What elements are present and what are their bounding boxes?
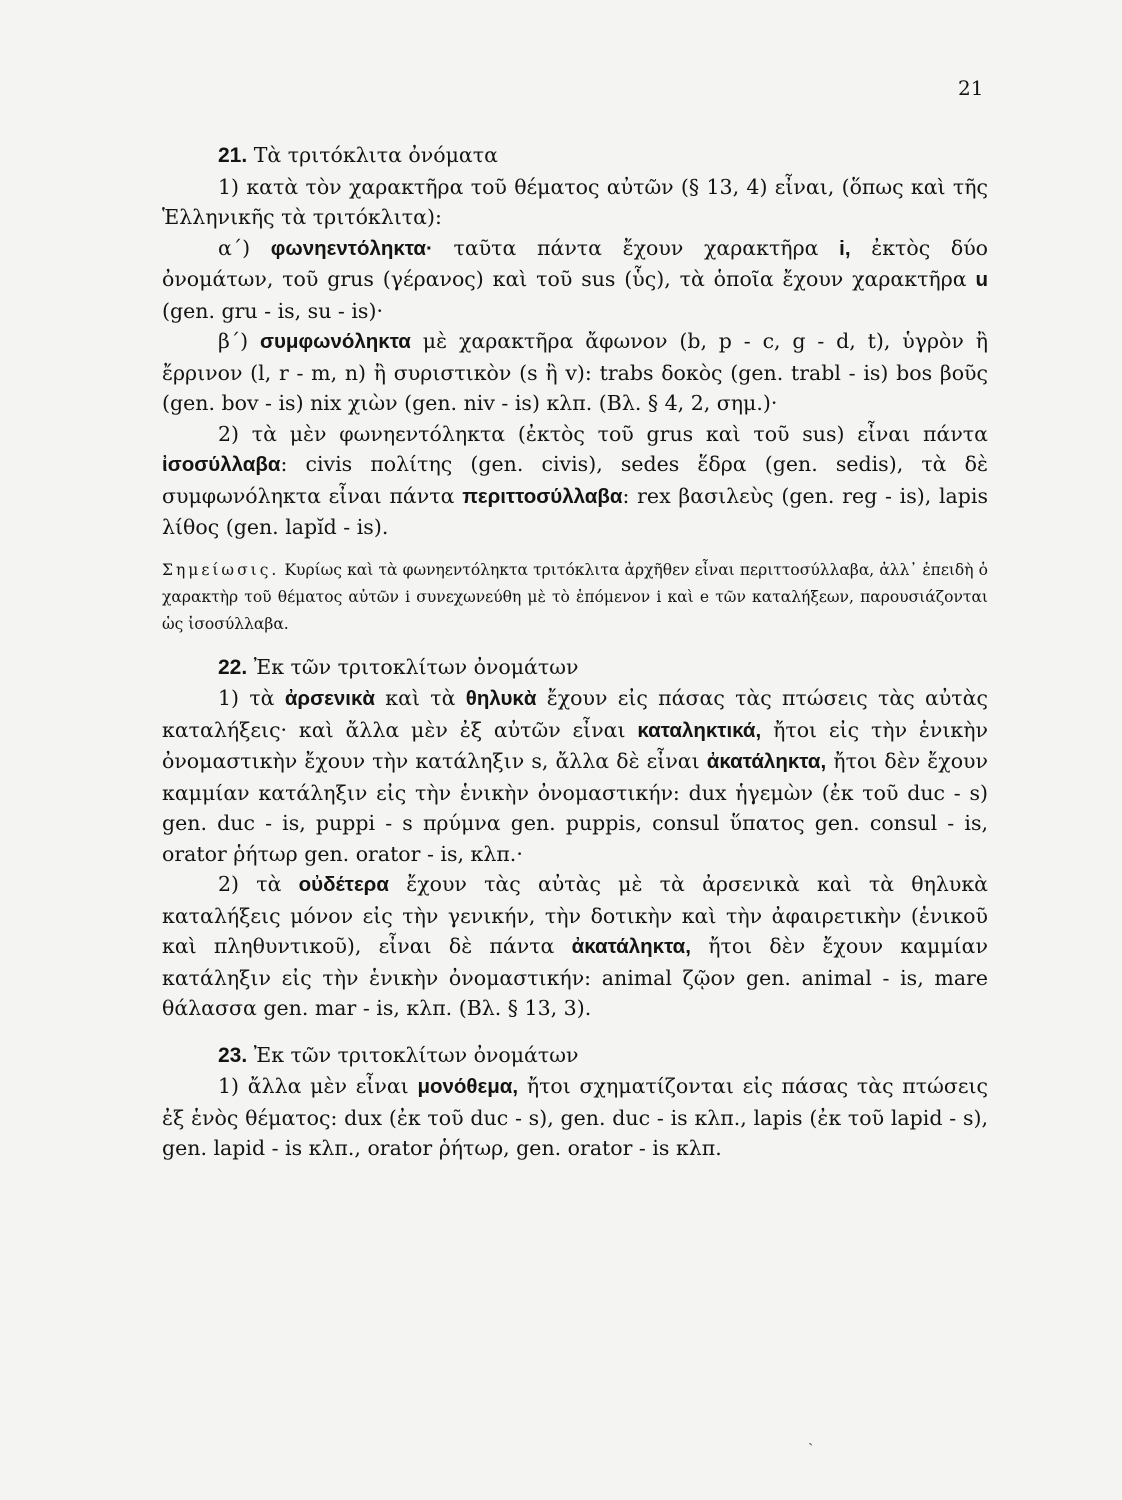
term-without-ending: ἀκατάληκτα, — [571, 935, 691, 958]
section-title: Ἐκ τῶν τριτοκλίτων ὀνομάτων — [253, 654, 579, 679]
paragraph-text: : rex βασιλεὺς (gen. reg - is), lapis λίθος (gen. lapĭd - is). — [162, 483, 988, 539]
term-parisyllabic: ἰσοσύλλαβα — [162, 453, 281, 476]
paragraph-text: ἤτοι δὲν ἔχουν καμμίαν κατάληξιν εἰς τὴν ἑνικὴν ὀνομαστικήν: dux ἡγεμὼν (ἐκ τοῦ duc - s) gen. duc - is, puppi - s πρύμνα gen. puppis, consul ὕπατος gen. consul - is, orator ῥήτωρ gen. orator - is, κλπ.· — [162, 749, 988, 866]
paragraph-text: 2) τὰ μὲν φωνηεντόληκτα (ἐκτὸς τοῦ grus καὶ τοῦ sus) εἶναι πάντα — [218, 421, 988, 446]
term-single-stem: μονόθεμα, — [417, 1075, 519, 1098]
section-number: 23. — [218, 1043, 248, 1067]
term-feminine: θηλυκὰ — [465, 687, 537, 710]
item-label: α΄) — [218, 235, 251, 260]
page-number: 21 — [958, 76, 984, 100]
term-masculine: ἀρσενικὰ — [284, 687, 375, 710]
paragraph-text: ἤτοι δὲν ἔχουν καμμίαν κατάληξιν εἰς τὴν ἑνικὴν ὀνομαστικήν: animal ζῷον gen. animal - is, mare θάλασσα gen. mar - is, κλπ. (Βλ. § 13, 3). — [162, 934, 988, 1020]
paragraph-text: (gen. gru - is, su - is)· — [162, 298, 383, 323]
paragraph-text: ἤτοι σχηματίζονται εἰς πάσας τὰς πτώσεις ἐξ ἑνὸς θέματος: dux (ἐκ τοῦ duc - s), gen. duc - is κλπ., lapis (ἐκ τοῦ lapid - s), gen. lapid - is κλπ., orator ῥήτωρ, gen. orator - is κλπ. — [162, 1074, 988, 1160]
section-23-point-1 — [162, 1071, 988, 1164]
paragraph-text: 1) τὰ — [218, 686, 275, 710]
section-21-note — [162, 557, 988, 638]
term-imparisyllabic: περιττοσύλλαβα — [462, 484, 623, 508]
section-title: Ἐκ τῶν τριτοκλίτων ὀνομάτων — [253, 1042, 579, 1067]
term-consonant-stem: συμφωνόληκτα — [259, 330, 411, 353]
term-vowel-stem: φωνηεντόληκτα· — [270, 236, 433, 260]
page-body — [162, 136, 988, 1164]
section-22-point-1 — [162, 683, 988, 869]
section-21-point-1: 1) κατὰ τὸν χαρακτῆρα τοῦ θέματος αὐτῶν (§ 13, 4) εἶναι, (ὅπως καὶ τῆς Ἑλληνικῆς τὰ τριτόκλιτα): — [162, 174, 988, 229]
paragraph-text: ταῦτα πάντα ἔχουν χαρακτῆρα — [453, 235, 819, 260]
note-label: Σημείωσις. — [162, 560, 280, 579]
paragraph-text: ἔχουν εἰς πάσας τὰς πτώσεις τὰς αὐτὰς καταλήξεις· καὶ ἄλλα μὲν ἐξ αὐτῶν εἶναι — [162, 686, 988, 742]
paragraph-text: καὶ τὰ — [385, 686, 456, 710]
section-22-point-2 — [162, 869, 988, 1024]
section-22-heading — [162, 652, 988, 684]
paragraph-text: ἤτοι εἰς τὴν ἑνικὴν ὀνομαστικὴν ἔχουν τὴν κατάληξιν s, ἄλλα δὲ εἶναι — [162, 717, 988, 773]
paragraph-text: 2) τὰ — [218, 872, 282, 896]
term-u: u — [975, 268, 988, 291]
note-text: Κυρίως καὶ τὰ φωνηεντόληκτα τριτόκλιτα ἀρχῆθεν εἶναι περιττοσύλλαβα, ἀλλ᾽ ἐπειδὴ ὁ χαρακτὴρ τοῦ θέματος αὐτῶν i συνεχωνεύθη μὲ τὸ ἑπόμενον i καὶ e τῶν καταλήξεων, παρουσιάζονται ὡς ἰσοσύλλαβα. — [162, 560, 988, 633]
term-without-ending: ἀκατάληκτα, — [706, 750, 827, 773]
section-23-heading — [162, 1040, 988, 1072]
section-21-heading — [162, 140, 988, 172]
corner-mark: ˴ — [808, 1432, 814, 1451]
section-21-point-b — [162, 326, 988, 419]
paragraph-text: ἐκτὸς δύο ὀνομάτων, τοῦ grus (γέρανος) καὶ τοῦ sus (ὗς), τὰ ὁποῖα ἔχουν χαρακτῆρα — [162, 235, 988, 291]
section-21-point-a — [162, 233, 988, 327]
section-number: 21. — [218, 144, 248, 167]
paragraph-text: μὲ χαρακτῆρα ἄφωνον (b, p - c, g - d, t), ὑγρὸν ἢ ἔρρινον (l, r - m, n) ἢ συριστικὸν (s ἢ v): trabs δοκὸς (gen. trabl - is) bos βοῦς (gen. bov - is) nix χιὼν (gen. niv - is) κλπ. (Βλ. § 4, 2, σημ.)· — [162, 329, 988, 415]
section-21-point-2 — [162, 419, 988, 543]
term-neuter: οὐδέτερα — [298, 873, 389, 896]
item-label: β΄) — [218, 329, 249, 353]
term-with-ending: καταληκτικά, — [637, 718, 762, 742]
paragraph-text: : civis πολίτης (gen. civis), sedes ἕδρα (gen. sedis), τὰ δὲ συμφωνόληκτα εἶναι πάντα — [162, 452, 988, 508]
term-i: i, — [839, 236, 851, 260]
section-number: 22. — [218, 655, 248, 679]
paragraph-text: ἔχουν τὰς αὐτὰς μὲ τὰ ἀρσενικὰ καὶ τὰ θηλυκὰ καταλήξεις μόνον εἰς τὴν γενικήν, τὴν δοτικὴν καὶ τὴν ἀφαιρετικὴν (ἑνικοῦ καὶ πληθυντικοῦ), εἶναι δὲ πάντα — [162, 872, 988, 958]
paragraph-text: 1) ἄλλα μὲν εἶναι — [218, 1074, 409, 1098]
section-title: Τὰ τριτόκλιτα ὀνόματα — [253, 143, 498, 167]
